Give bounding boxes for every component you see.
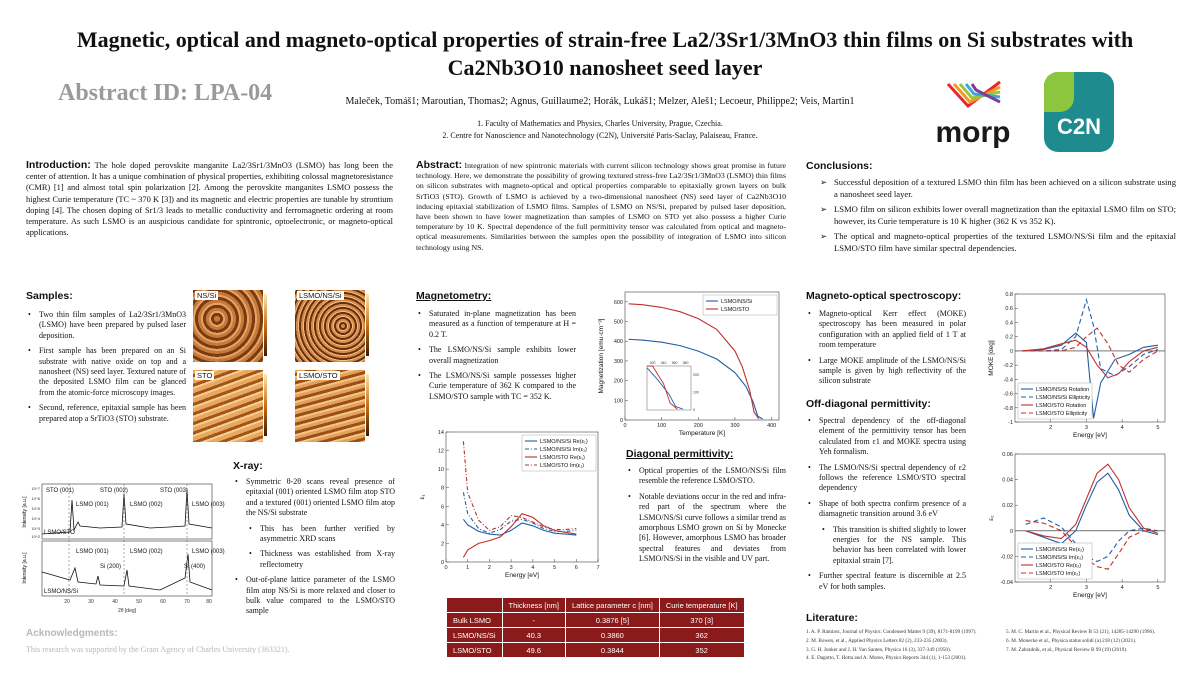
x-tick-label: 4: [1120, 425, 1124, 431]
xrd-ytick-5: 10^3: [31, 526, 40, 531]
y-tick-label: 100: [613, 398, 623, 405]
conclusion-item-3: ➢ The optical and magneto-optical properties of the textured LSMO/NS/Si film and the epitaxial LSMO/STO film have similar spectral dependencies.: [818, 231, 1176, 254]
x-axis-label: Energy [eV]: [1073, 432, 1107, 439]
afm-label-lsmo-ns-si: LSMO/NS/Si: [299, 291, 342, 300]
x-tick-label: 2: [1049, 585, 1053, 591]
introduction-heading: Introduction:: [26, 159, 91, 171]
legend-label: LSMO/NS/Si Re(ε₂): [1036, 547, 1084, 553]
afm-image-lsmo-ns-si: [295, 290, 375, 362]
table-row: [447, 643, 745, 658]
reference-item: 7. M. Zahradník, et al., Physical Review B 99 (19) (2019).: [1006, 646, 1128, 653]
table-cell: 352: [659, 643, 744, 658]
offdiag-subitem-1: • This transition is shifted slightly to lower energies for the NS sample. This behavior has been correlated with lower epitaxial strain [7].: [820, 525, 966, 567]
xrd-xtick-80: 80: [206, 599, 212, 605]
affiliation-2: 2. Centre for Nanoscience and Nanotechnology (C2N), Université Paris-Saclay, Palaiseau, France.: [442, 131, 758, 140]
xrd-label-lsmo-002-top: LSMO (002): [130, 502, 163, 508]
conclusions-section: [806, 160, 1176, 258]
y-tick-label: -0.4: [1003, 377, 1013, 384]
acknowledgments-section: [26, 628, 386, 654]
x-axis-label: Energy [eV]: [1073, 592, 1107, 599]
y-tick-label: 300: [613, 358, 623, 365]
inset-x-tick-label: 340: [660, 361, 667, 365]
y-tick-label: 0.02: [1002, 503, 1013, 510]
xrd-label-sto-003: STO (003): [160, 488, 188, 494]
legend-label: LSMO/NS/Si Ellipticity: [1036, 395, 1091, 401]
table-cell: LSMO/NS/Si: [447, 628, 503, 643]
y-tick-label: 0: [1009, 348, 1013, 355]
offdiag-heading: Off-diagonal permittivity:: [806, 398, 931, 410]
xrd-xtick-60: 60: [160, 599, 166, 605]
y-tick-label: 500: [613, 319, 623, 326]
morp-logo-stripes: [948, 82, 1000, 106]
introduction-text: The hole doped perovskite manganite La2/3Sr1/3MnO3 (LSMO) has long been the center of attention. It has a unique combination of physical properties, exhibiting colossal magnetoresistance (CMR) [1] and almost total spin polarization [2]. Among the perovskite manganites LSMO possess the highest Curie temperature (TC ~ 370 K [3]) and its magnetic and electric properties are tunable by strontium doping [4]. The chosen doping of Sr1/3 leads to metallic conductivity and ferromagnetic ordering at room temperature. As such LSMO is an auspicious candidate for spintronic, optoelectronic, or magneto-optical applications.: [26, 161, 393, 238]
offdiag-section: [806, 398, 966, 597]
y-tick-label: 0: [440, 560, 444, 566]
xrd-plot: [20, 482, 225, 614]
xrd-label-lsmo-sto: LSMO/STO: [44, 530, 75, 536]
y-tick-label: 0.4: [1005, 320, 1013, 327]
x-tick-label: 2: [1049, 425, 1053, 431]
legend-label: LSMO/STO Re(ε₂): [1036, 563, 1082, 569]
series-line: [1022, 300, 1158, 376]
xrd-xtick-50: 50: [136, 599, 142, 605]
y-tick-label: -0.6: [1003, 391, 1013, 398]
table-cell: -: [502, 613, 565, 628]
x-tick-label: 5: [1156, 585, 1160, 591]
table-cell: 0.3876 [5]: [565, 613, 659, 628]
xrd-label-lsmo-002-bottom: LSMO (002): [130, 549, 163, 555]
moke-heading: Magneto-optical spectroscopy:: [806, 290, 962, 302]
x-tick-label: 2: [487, 565, 491, 571]
inset-x-tick-label: 360: [671, 361, 678, 365]
xray-subitem-1: • This has been further verified by asymmetric XRD scans: [247, 524, 395, 545]
x-tick-label: 3: [1084, 425, 1088, 431]
inset-y-tick-label: 100: [693, 390, 699, 395]
y-tick-label: 0.6: [1005, 306, 1013, 313]
x-tick-label: 200: [693, 423, 703, 429]
xrd-label-lsmo-003-top: LSMO (003): [192, 502, 225, 508]
xray-section: [233, 460, 395, 622]
samples-item-2: • First sample has been prepared on an Si substrate with native oxide on top and a nanosheet (NS) seed layer. Textured nature of the deposited LSMO film can be glanced from the atomic-force microscopy images.: [26, 346, 186, 398]
offdiag-item-2: • The LSMO/NS/Si spectral dependency of ε2 follows the reference LSMO/STO spectral dependency: [806, 463, 966, 494]
legend-label: LSMO/NS/Si Rotation: [1036, 387, 1090, 393]
table-header-sample: [447, 598, 503, 613]
magnetometry-item-2: • The LSMO/NS/Si sample exhibits lower overall magnetization: [416, 345, 576, 366]
reference-item: 4. E. Dagotto, T. Hotta and A. Moreo, Physics Reports 344 (1), 1-153 (2001).: [806, 655, 967, 662]
magnetometry-heading: Magnetometry:: [416, 290, 492, 302]
y-tick-label: 8: [440, 485, 444, 492]
literature-list-left: [806, 628, 986, 663]
xray-item-2: • Out-of-plane lattice parameter of the LSMO film atop NS/Si is more relaxed and closer to bulk value compared to the LSMO/STO sample: [233, 575, 395, 617]
inset-x-tick-label: 380: [682, 361, 689, 365]
y-tick-label: 200: [613, 378, 623, 385]
xray-subitem-2: • Thickness was established from X-ray reflectometry: [247, 549, 395, 570]
y-tick-label: 400: [613, 339, 623, 346]
conclusion-item-1: ➢ Successful deposition of a textured LSMO thin film has been achieved on a silicon substrate using a nanosheet seed layer.: [818, 177, 1176, 200]
y-tick-label: 600: [613, 299, 623, 306]
abstract-id: Abstract ID: LPA-04: [58, 80, 273, 106]
inset-y-tick-label: 200: [693, 372, 699, 377]
x-tick-label: 100: [657, 423, 667, 429]
c2n-logo-text: C2N: [1056, 114, 1102, 139]
xrd-label-si-400: Si (400): [184, 564, 206, 570]
author-list: Maleček, Tomáš1; Maroutian, Thomas2; Agnus, Guillaume2; Horák, Lukáš1; Melzer, Aleš1; Lecoeur, Philippe2; Veis, Martin1: [345, 96, 855, 107]
afm-image-lsmo-sto: [295, 370, 375, 442]
affiliation-1: 1. Faculty of Mathematics and Physics, Charles University, Prague, Czechia.: [477, 119, 723, 128]
y-tick-label: 4: [440, 522, 444, 529]
legend-label: LSMO/NS/Si: [721, 299, 753, 305]
properties-table: [446, 597, 745, 658]
x-tick-label: 5: [553, 565, 557, 571]
y-tick-label: -0.2: [1003, 363, 1013, 370]
legend-label: LSMO/STO Im(ε₁): [540, 463, 584, 469]
table-cell: 49.6: [502, 643, 565, 658]
moke-chart: [985, 288, 1177, 444]
literature-section: [806, 612, 1186, 663]
y-tick-label: -0.8: [1003, 405, 1013, 412]
legend-label: LSMO/STO Re(ε₁): [540, 455, 585, 461]
diagonal-item-2: • Notable deviations occur in the red and infra-red part of the spectrum where the LSMO/NS/Si curve follows a similar trend as amorphous LSMO grown on Si by Monecke [6]. However, amorphous LSMO has broader spectral features and deviates from LSMO/NS/Si in the visible and UV part.: [626, 492, 786, 565]
magnetometry-section: [416, 290, 576, 407]
afm-image-sto: [193, 370, 273, 442]
afm-label-sto: STO: [197, 371, 213, 380]
xray-item-1: • Symmetric θ-2θ scans reveal presence of epitaxial (001) oriented LSMO film atop STO and a textured (001) oriented LSMO film atop the NS/Si substrate: [233, 477, 395, 519]
y-tick-label: -0.04: [1000, 580, 1013, 586]
samples-item-3: • Second, reference, epitaxial sample has been prepared atop a SrTiO3 (STO) substrate.: [26, 403, 186, 424]
x-axis-label: Energy [eV]: [505, 572, 539, 579]
xrd-label-si-200: Si (200): [100, 564, 122, 570]
afm-image-ns-si: [193, 290, 273, 362]
xrd-xtick-20: 20: [64, 599, 70, 605]
xrd-ytick-6: 10^2: [31, 534, 40, 539]
title-line-2: Ca2Nb3O10 nanosheet seed layer: [447, 55, 763, 80]
legend-label: LSMO/NS/Si Re(ε₁): [540, 439, 588, 445]
table-cell: 362: [659, 628, 744, 643]
offdiag-item-1: • Spectral dependency of the off-diagonal element of the permittivity tensor has been calculated from ε1 and MOKE spectra using Yeh formalism.: [806, 416, 966, 458]
xrd-label-sto-001: STO (001): [46, 488, 74, 494]
y-axis-label: ε₂: [988, 515, 995, 521]
xrd-ytick-3: 10^5: [31, 506, 40, 511]
x-tick-label: 4: [1120, 585, 1124, 591]
xrd-label-lsmo-ns-si: LSMO/NS/Si: [44, 589, 79, 595]
xrd-label-sto-002: STO (002): [100, 488, 128, 494]
conclusion-item-2: ➢ LSMO film on silicon exhibits lower overall magnetization than the epitaxial LSMO film on STO; however, its Curie temperature is 10 K higher (362 K vs 352 K).: [818, 204, 1176, 227]
table-header-thickness: Thickness [nm]: [502, 598, 565, 613]
xrd-label-lsmo-003-bottom: LSMO (003): [192, 549, 225, 555]
x-tick-label: 3: [1084, 585, 1088, 591]
y-tick-label: 0.04: [1002, 477, 1013, 484]
y-tick-label: -0.02: [1000, 554, 1013, 561]
samples-heading: Samples:: [26, 290, 73, 302]
reference-item: 3. G. H. Jonker and J. H. Van Santen, Physica 16 (3), 337-349 (1950).: [806, 646, 951, 653]
magnetization-chart: [595, 286, 785, 438]
y-axis-label: ε₁: [419, 494, 426, 500]
table-row: [447, 613, 745, 628]
xrd-xtick-40: 40: [112, 599, 118, 605]
y-tick-label: 0.8: [1005, 292, 1013, 298]
diagonal-heading: Diagonal permittivity:: [626, 448, 734, 460]
y-tick-label: 12: [437, 448, 444, 455]
title-line-1: Magnetic, optical and magneto-optical properties of strain-free La2/3Sr1/3MnO3 thin films on Si substrates with: [76, 27, 1134, 52]
legend-label: LSMO/STO Rotation: [1036, 403, 1087, 409]
reference-item: 6. M. Monecke et al., Physica status solidi (a) 218 (12) (2021).: [1006, 637, 1137, 644]
moke-section: [806, 290, 966, 392]
offdiagonal-permittivity-chart: [985, 448, 1177, 600]
offdiag-item-3: • Shape of both spectra confirm presence of a diamagnetic transition around 3.6 eV: [806, 499, 966, 520]
xrd-ytick-1: 10^7: [31, 486, 40, 491]
acknowledgments-text: This research was supported by the Grant Agency of Charles University (363321).: [26, 645, 290, 654]
x-tick-label: 6: [574, 565, 578, 571]
xrd-xtick-30: 30: [88, 599, 94, 605]
table-cell: 0.3860: [565, 628, 659, 643]
inset-frame: [647, 366, 691, 410]
series-line: [463, 492, 576, 533]
x-tick-label: 3: [509, 565, 513, 571]
morp-logo-text: morp: [935, 116, 1011, 149]
table-header-lattice: Lattice parameter c [nm]: [565, 598, 659, 613]
table-row: [447, 628, 745, 643]
x-tick-label: 5: [1156, 425, 1160, 431]
diagonal-permittivity-chart: [418, 428, 608, 580]
abstract-section: [416, 160, 786, 253]
samples-item-1: • Two thin film samples of La2/3Sr1/3MnO3 (LSMO) have been prepared by pulsed laser deposition.: [26, 310, 186, 341]
x-tick-label: 400: [767, 423, 777, 429]
moke-item-2: • Large MOKE amplitude of the LSMO/NS/Si sample is given by high reflectivity of the silicon substrate: [806, 356, 966, 387]
introduction-section: [26, 160, 393, 238]
c2n-logo: [1044, 72, 1114, 152]
series-line: [1026, 464, 1158, 538]
morp-logo: [918, 76, 1028, 150]
legend-label: LSMO/STO Ellipticity: [1036, 411, 1088, 417]
x-tick-label: 4: [531, 565, 535, 571]
reference-item: 1. A. P. Ramirez, Journal of Physics: Condensed Matter 9 (39), 8171-8199 (1997).: [806, 629, 977, 635]
x-tick-label: 0: [623, 423, 627, 429]
xrd-bottom-curve: [42, 554, 212, 590]
afm-label-ns-si: NS/Si: [197, 291, 217, 300]
y-tick-label: 14: [437, 430, 444, 436]
table-cell: LSMO/STO: [447, 643, 503, 658]
x-tick-label: 300: [730, 423, 740, 429]
y-tick-label: 0.06: [1002, 452, 1013, 458]
x-tick-label: 7: [596, 565, 600, 571]
diagonal-item-1: • Optical properties of the LSMO/NS/Si film resemble the reference LSMO/STO.: [626, 466, 786, 487]
acknowledgments-heading: Acknowledgments:: [26, 628, 118, 639]
reference-item: 2. M. Bowen, et al., Applied Physics Letters 82 (2), 233-235 (2003).: [806, 637, 948, 644]
literature-list-right: [1006, 628, 1181, 663]
magnetometry-item-3: • The LSMO/NS/Si sample possesses higher Curie temperature of 362 K compared to the LSMO/STO sample with TC = 352 K.: [416, 371, 576, 402]
y-tick-label: 0: [1009, 528, 1013, 535]
y-axis-label: MOKE [deg]: [988, 340, 995, 376]
table-header-curie: Curie temperature [K]: [659, 598, 744, 613]
legend-label: LSMO/NS/Si Im(ε₁): [540, 447, 587, 453]
y-tick-label: 0: [619, 418, 623, 424]
y-tick-label: 0.2: [1005, 334, 1013, 341]
poster-title: [40, 26, 1170, 82]
xrd-label-lsmo-001-bottom: LSMO (001): [76, 549, 109, 555]
inset-x-tick-label: 320: [649, 361, 656, 365]
y-tick-label: -1: [1008, 420, 1013, 426]
legend-label: LSMO/STO: [721, 307, 750, 313]
table-cell: Bulk LSMO: [447, 613, 503, 628]
x-tick-label: 0: [444, 565, 448, 571]
xrd-xtick-70: 70: [184, 599, 190, 605]
diagonal-permittivity-section: [626, 448, 786, 570]
legend-label: LSMO/NS/Si Im(ε₂): [1036, 555, 1084, 561]
legend-label: LSMO/STO Im(ε₂): [1036, 571, 1081, 577]
abstract-text: Integration of new spintronic materials with current silicon technology shows great promise in future technology. Here, we demonstrate the possibility of growing textured stress-free La2/3Sr1/3MnO3 (LSMO) thin films on silicon substrates with magneto-optical and optical properties comparable to epitaxially grown layers on bulk SrTiO3 (STO). Growth of LSMO is achieved by a two-dimensional nanosheet (NS) seed layer of Ca2Nb3O10 inducing epitaxial stabilization of LSMO films. Samples of LSMO on NS/Si, prepared by pulsed laser deposition, have been shown to have lower magnetization than samples of LSMO on STO yet also possess a higher Curie temperature by 10 K. Spectral dependence of the full permittivity tensor was calculated from optical and magneto-optical measurements. Similarities between the samples open the possibility of integration of LSMO into silicon technology using NS.: [416, 161, 787, 252]
literature-heading: Literature:: [806, 612, 858, 624]
inset-y-tick-label: 0: [693, 408, 695, 412]
series-line: [463, 514, 576, 558]
table-cell: 370 [3]: [659, 613, 744, 628]
x-axis-label: Temperature [K]: [678, 430, 726, 437]
table-cell: 40.3: [502, 628, 565, 643]
xrd-ytick-2: 10^6: [31, 496, 40, 501]
moke-item-1: • Magneto-optical Kerr effect (MOKE) spectroscopy has been measured in polar configuration with an applied field of 1 T at room temperature: [806, 309, 966, 351]
xrd-xlabel: 2θ [deg]: [117, 608, 137, 614]
x-tick-label: 1: [466, 565, 470, 571]
conclusions-heading: Conclusions:: [806, 160, 873, 172]
y-axis-label: Magnetization [emu·cm⁻³]: [598, 318, 605, 394]
xrd-ytick-4: 10^4: [31, 516, 40, 521]
reference-item: 5. M. C. Martin et al., Physical Review B 53 (21), 14285-14290 (1996).: [1006, 629, 1156, 635]
samples-section: [26, 290, 186, 429]
affiliations: [290, 118, 910, 142]
y-tick-label: 10: [437, 467, 444, 474]
abstract-heading: Abstract:: [416, 159, 463, 171]
xrd-ylabel-top: Intensity [a.u.]: [22, 496, 28, 528]
table-cell: 0.3844: [565, 643, 659, 658]
xray-heading: X-ray:: [233, 460, 263, 472]
y-tick-label: 6: [440, 504, 444, 511]
xrd-label-lsmo-001-top: LSMO (001): [76, 502, 109, 508]
magnetometry-item-1: • Saturated in-plane magnetization has been measured as a function of temperature at H = 0.2 T.: [416, 309, 576, 340]
y-tick-label: 2: [440, 541, 444, 548]
offdiag-item-4: • Further spectral feature is discernible at 2.5 eV for both samples.: [806, 571, 966, 592]
afm-label-lsmo-sto: LSMO/STO: [299, 371, 338, 380]
xrd-ylabel-bottom: Intensity [a.u.]: [22, 552, 28, 584]
xrd-top-curve: [42, 490, 212, 534]
